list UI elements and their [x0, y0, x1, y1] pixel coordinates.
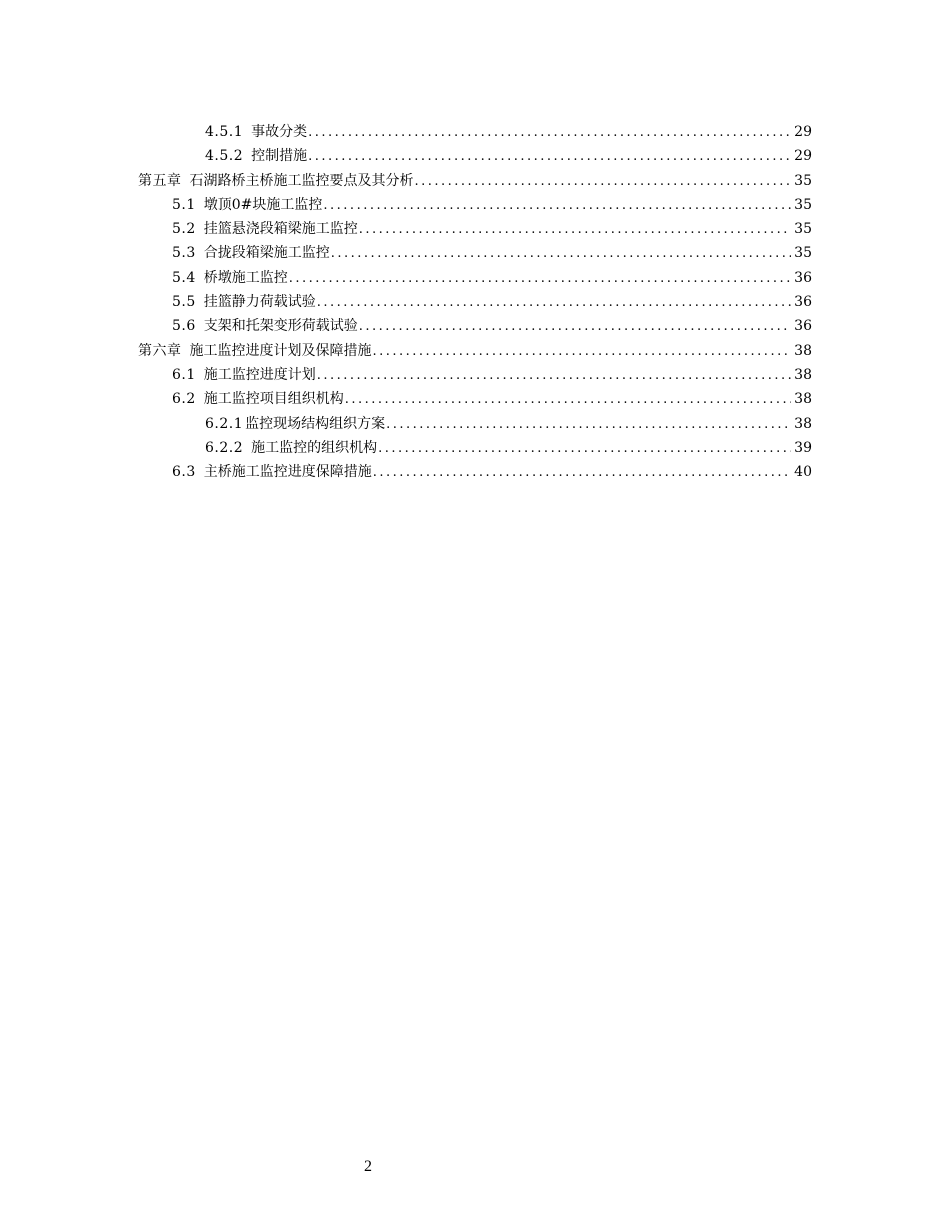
- toc-entry-page: 36: [794, 269, 812, 286]
- toc-dot-leader: [386, 413, 791, 437]
- toc-entry-title: 桥墩施工监控: [203, 269, 288, 286]
- toc-entry-page: 35: [794, 245, 812, 262]
- toc-entry-number: 6.2: [172, 391, 196, 408]
- toc-dot-leader: [373, 340, 792, 364]
- toc-entry-page: 38: [794, 366, 812, 383]
- toc-entry-5-2[interactable]: [138, 217, 812, 241]
- toc-entry-6-3[interactable]: [138, 460, 812, 484]
- toc-dot-leader: [323, 194, 791, 218]
- toc-entry-number: 5.5: [172, 294, 196, 311]
- toc-entry-number: 第五章: [138, 172, 182, 189]
- table-of-contents: [138, 120, 812, 484]
- toc-entry-number: 5.1: [172, 196, 196, 213]
- toc-entry-number: 6.1: [172, 366, 196, 383]
- toc-dot-leader: [373, 461, 791, 485]
- toc-dot-leader: [289, 267, 791, 291]
- toc-entry-page: 39: [794, 439, 812, 456]
- toc-entry-page: 38: [794, 415, 812, 432]
- toc-entry-page: 36: [794, 294, 812, 311]
- toc-entry-page: 35: [794, 172, 812, 189]
- toc-entry-title: 施工监控进度计划: [203, 366, 316, 383]
- toc-entry-number: 5.4: [172, 269, 196, 286]
- toc-entry-title: 事故分类: [251, 124, 308, 140]
- toc-entry-page: 35: [794, 221, 812, 238]
- toc-entry-title: 挂篮悬浇段箱梁施工监控: [203, 221, 358, 238]
- toc-entry-number: 6.2.1: [205, 415, 244, 432]
- toc-entry-5-4[interactable]: [138, 266, 812, 290]
- toc-entry-number: 5.2: [172, 221, 196, 238]
- toc-dot-leader: [359, 218, 791, 242]
- toc-entry-5-1[interactable]: [138, 193, 812, 217]
- toc-entry-4-5-2[interactable]: [138, 144, 812, 168]
- toc-entry-title: 支架和托架变形荷载试验: [203, 318, 358, 335]
- toc-entry-4-5-1[interactable]: [138, 120, 812, 144]
- toc-entry-title: 控制措施: [251, 148, 308, 165]
- toc-entry-number: 第六章: [138, 342, 182, 359]
- toc-dot-leader: [378, 437, 791, 461]
- toc-entry-page: 29: [794, 124, 812, 140]
- toc-dot-leader: [345, 388, 791, 412]
- toc-dot-leader: [331, 242, 791, 266]
- toc-entry-chapter-6[interactable]: [138, 339, 812, 363]
- toc-dot-leader: [308, 145, 791, 169]
- toc-entry-title: 挂篮静力荷载试验: [203, 294, 316, 311]
- toc-dot-leader: [359, 315, 791, 339]
- toc-dot-leader: [317, 364, 791, 388]
- toc-entry-title: 主桥施工监控进度保障措施: [203, 464, 372, 481]
- toc-dot-leader: [415, 170, 792, 194]
- toc-entry-page: 29: [794, 148, 812, 165]
- toc-entry-number: 4.5.2: [205, 148, 244, 165]
- toc-entry-title: 合拢段箱梁施工监控: [203, 245, 330, 262]
- toc-entry-title: 墩顶0#块施工监控: [203, 196, 323, 213]
- toc-entry-6-2[interactable]: [138, 387, 812, 411]
- toc-entry-title: 监控现场结构组织方案: [245, 415, 386, 432]
- toc-entry-6-1[interactable]: [138, 363, 812, 387]
- toc-entry-number: 6.3: [172, 464, 196, 481]
- toc-entry-title: 施工监控进度计划及保障措施: [189, 342, 372, 359]
- toc-entry-5-5[interactable]: [138, 290, 812, 314]
- toc-entry-number: 4.5.1: [205, 124, 244, 140]
- page-number: 2: [364, 1158, 372, 1175]
- toc-entry-page: 40: [794, 464, 812, 481]
- toc-dot-leader: [308, 121, 791, 145]
- toc-entry-page: 36: [794, 318, 812, 335]
- toc-entry-5-3[interactable]: [138, 241, 812, 265]
- toc-entry-6-2-1[interactable]: [138, 412, 812, 436]
- toc-entry-number: 5.3: [172, 245, 196, 262]
- toc-entry-title: 施工监控的组织机构: [251, 439, 378, 456]
- toc-entry-page: 35: [794, 196, 812, 213]
- toc-entry-page: 38: [794, 391, 812, 408]
- toc-entry-title: 石湖路桥主桥施工监控要点及其分析: [189, 172, 414, 189]
- toc-entry-chapter-5[interactable]: [138, 169, 812, 193]
- toc-dot-leader: [317, 291, 791, 315]
- toc-entry-number: 5.6: [172, 318, 196, 335]
- toc-entry-page: 38: [794, 342, 812, 359]
- toc-entry-number: 6.2.2: [205, 439, 244, 456]
- toc-entry-title: 施工监控项目组织机构: [203, 391, 344, 408]
- toc-entry-5-6[interactable]: [138, 314, 812, 338]
- toc-entry-6-2-2[interactable]: [138, 436, 812, 460]
